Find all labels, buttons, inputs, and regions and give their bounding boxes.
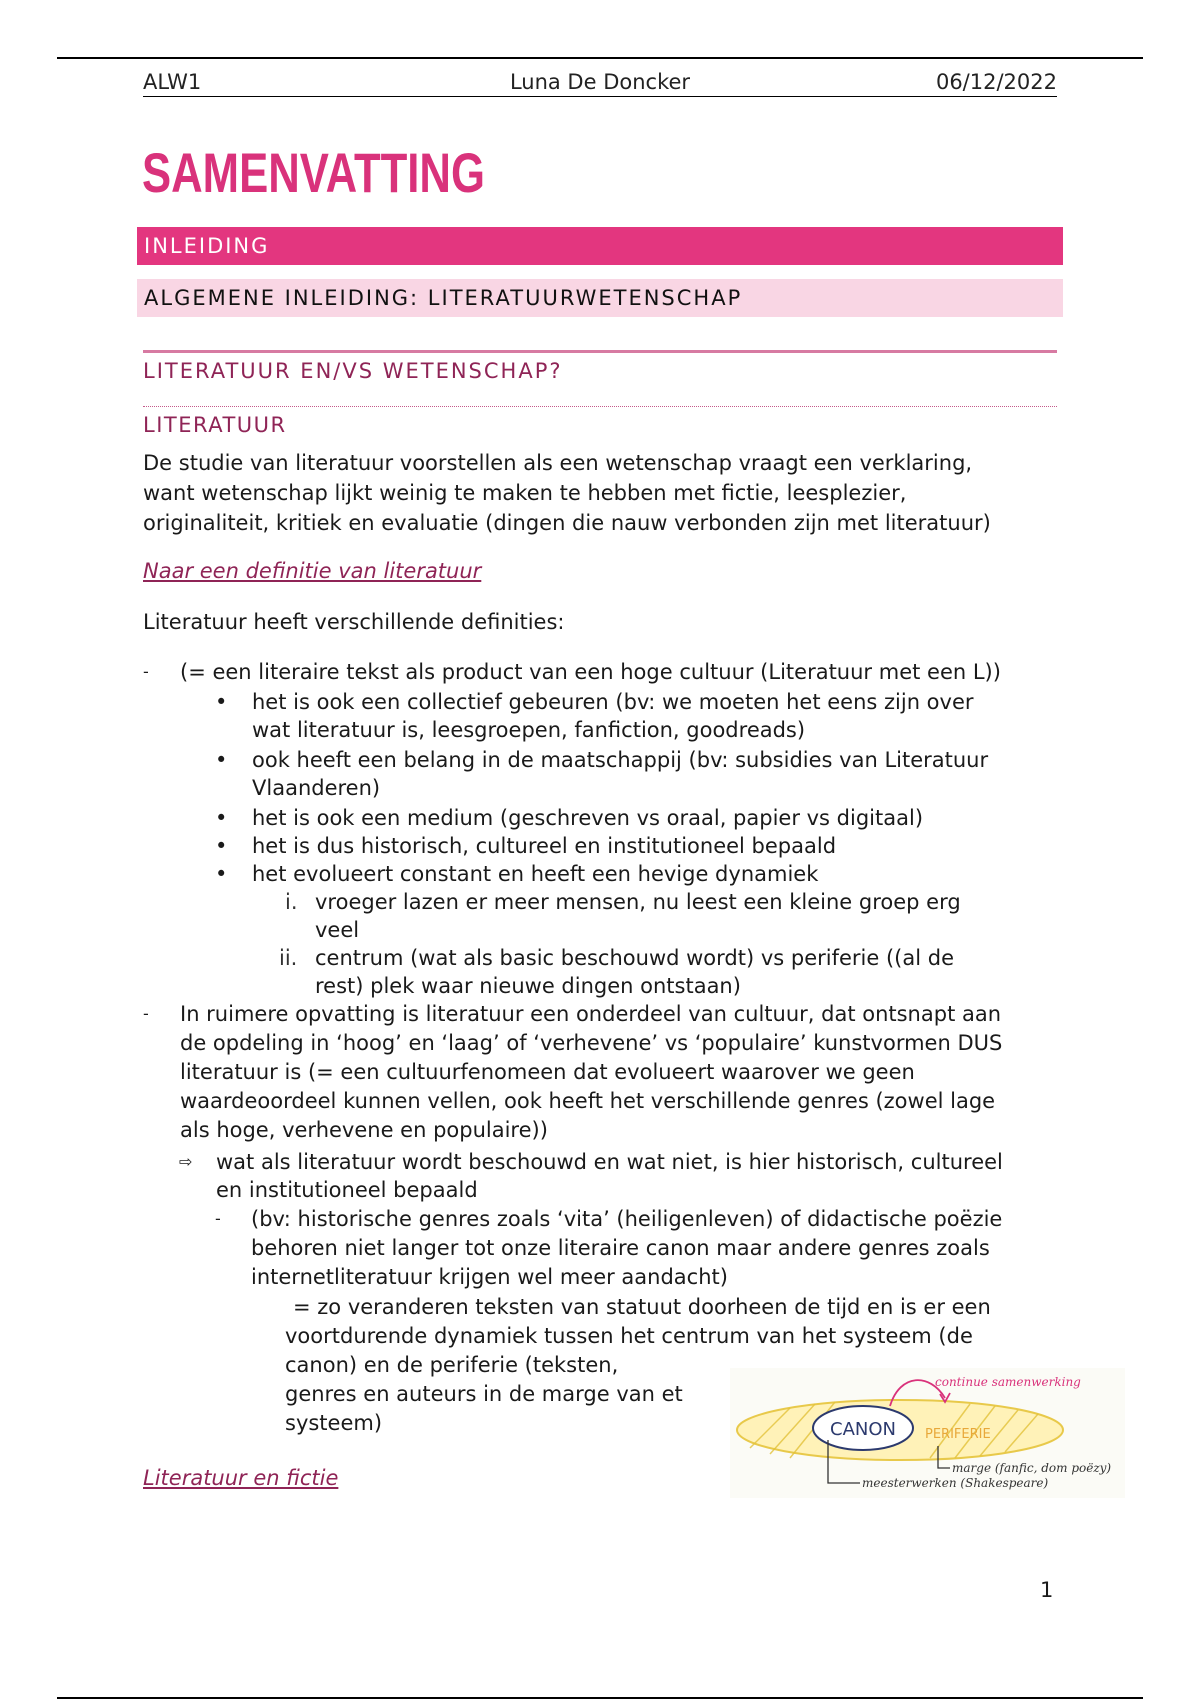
list-item-text: rest) plek waar nieuwe dingen ontstaan) [315, 974, 741, 998]
canon-periferie-diagram [730, 1368, 1125, 1498]
header-author: Luna De Doncker [509, 70, 691, 94]
list-item-text: wat als literatuur wordt beschouwd en wat niet, is hier historisch, cultureel [216, 1150, 1003, 1174]
list-item-text: waardeoordeel kunnen vellen, ook heeft het verschillende genres (zowel lage [180, 1089, 996, 1113]
intro-paragraph [143, 448, 1063, 538]
arrow-icon: ⇨ [179, 1152, 193, 1171]
top-rule [57, 57, 1143, 59]
diagram-top-label: continue samenwerking [935, 1375, 1081, 1389]
page-header [143, 68, 1057, 97]
heading-inleiding: INLEIDING [137, 227, 1063, 265]
list-item-text: het is ook een medium (geschreven vs oraal, papier vs digitaal) [252, 806, 924, 830]
dash-marker: - [143, 662, 149, 681]
intro-line: De studie van literatuur voorstellen als een wetenschap vraagt een verklaring, [143, 451, 973, 475]
list-item-text: het is dus historisch, cultureel en institutioneel bepaald [252, 834, 837, 858]
list-item-text: vroeger lazen er meer mensen, nu leest een kleine groep erg [315, 890, 961, 914]
list-item-text: het is ook een collectief gebeuren (bv: we moeten het eens zijn over [252, 690, 974, 714]
heading-algemene-inleiding: ALGEMENE INLEIDING: LITERATUURWETENSCHAP [137, 279, 1063, 317]
list-item-text: wat literatuur is, leesgroepen, fanfiction, goodreads) [252, 718, 806, 742]
dash-marker: - [215, 1209, 221, 1228]
list-item-text: = zo veranderen teksten van statuut doorheen de tijd en is er een [293, 1295, 991, 1319]
diagram-marge-label: marge (fanfic, dom poëzy) [952, 1461, 1112, 1475]
diagram-periferie-label: PERIFERIE [925, 1427, 991, 1442]
list-item-text: In ruimere opvatting is literatuur een onderdeel van cultuur, dat ontsnapt aan [180, 1002, 1002, 1026]
bullet-marker: • [215, 806, 228, 830]
subheading-fictie[interactable]: Literatuur en fictie [143, 1466, 339, 1490]
document-title: SAMENVATTING [142, 141, 485, 204]
diagram-canon-label: CANON [830, 1419, 896, 1440]
dash-marker: - [143, 1004, 149, 1023]
list-item-text: canon) en de periferie (teksten, [285, 1353, 619, 1377]
bullet-marker: • [215, 748, 228, 772]
intro-line: originaliteit, kritiek en evaluatie (dingen die nauw verbonden zijn met literatuur) [143, 511, 991, 535]
bullet-marker: • [215, 690, 228, 714]
list-item-text: behoren niet langer tot onze literaire canon maar andere genres zoals [251, 1236, 990, 1260]
definitions-intro: Literatuur heeft verschillende definities: [143, 610, 565, 634]
list-item-text: systeem) [285, 1411, 383, 1435]
header-date: 06/12/2022 [935, 70, 1057, 94]
bullet-marker: • [215, 862, 228, 886]
list-item-text: en institutioneel bepaald [216, 1178, 478, 1202]
roman-marker: i. [285, 890, 298, 914]
list-item-text: literatuur is (= een cultuurfenomeen dat evolueert waarover we geen [180, 1060, 915, 1084]
list-item-text: centrum (wat als basic beschouwd wordt) vs periferie ((al de [315, 946, 955, 970]
diagram-meesterwerken-label: meesterwerken (Shakespeare) [862, 1476, 1049, 1490]
list-item-text: voortdurende dynamiek tussen het centrum van het systeem (de [285, 1324, 973, 1348]
subheading-definitie[interactable]: Naar een definitie van literatuur [143, 559, 482, 583]
bullet-marker: • [215, 834, 228, 858]
header-course: ALW1 [143, 70, 202, 94]
list-item-text: ook heeft een belang in de maatschappij (bv: subsidies van Literatuur [252, 748, 989, 772]
list-item-text: internetliteratuur krijgen wel meer aandacht) [251, 1265, 728, 1289]
page-number: 1 [1040, 1578, 1054, 1602]
bottom-rule [57, 1697, 1143, 1699]
list-item-text: genres en auteurs in de marge van et [285, 1382, 683, 1406]
heading-literatuur-wetenschap: LITERATUUR EN/VS WETENSCHAP? [143, 350, 1057, 383]
list-item-text: het evolueert constant en heeft een hevige dynamiek [252, 862, 819, 886]
list-item-text: de opdeling in ‘hoog’ en ‘laag’ of ‘verhevene’ vs ‘populaire’ kunstvormen DUS [180, 1031, 1003, 1055]
list-item-text: (bv: historische genres zoals ‘vita’ (heiligenleven) of didactische poëzie [251, 1207, 1003, 1231]
intro-line: want wetenschap lijkt weinig te maken te hebben met fictie, leesplezier, [143, 481, 907, 505]
heading-literatuur: LITERATUUR [143, 406, 1057, 437]
list-item-text: veel [315, 918, 360, 942]
roman-marker: ii. [279, 946, 298, 970]
list-item-text: als hoge, verhevene en populaire)) [180, 1118, 548, 1142]
list-item-text: (= een literaire tekst als product van een hoge cultuur (Literatuur met een L)) [180, 660, 1001, 684]
list-item-text: Vlaanderen) [252, 776, 381, 800]
